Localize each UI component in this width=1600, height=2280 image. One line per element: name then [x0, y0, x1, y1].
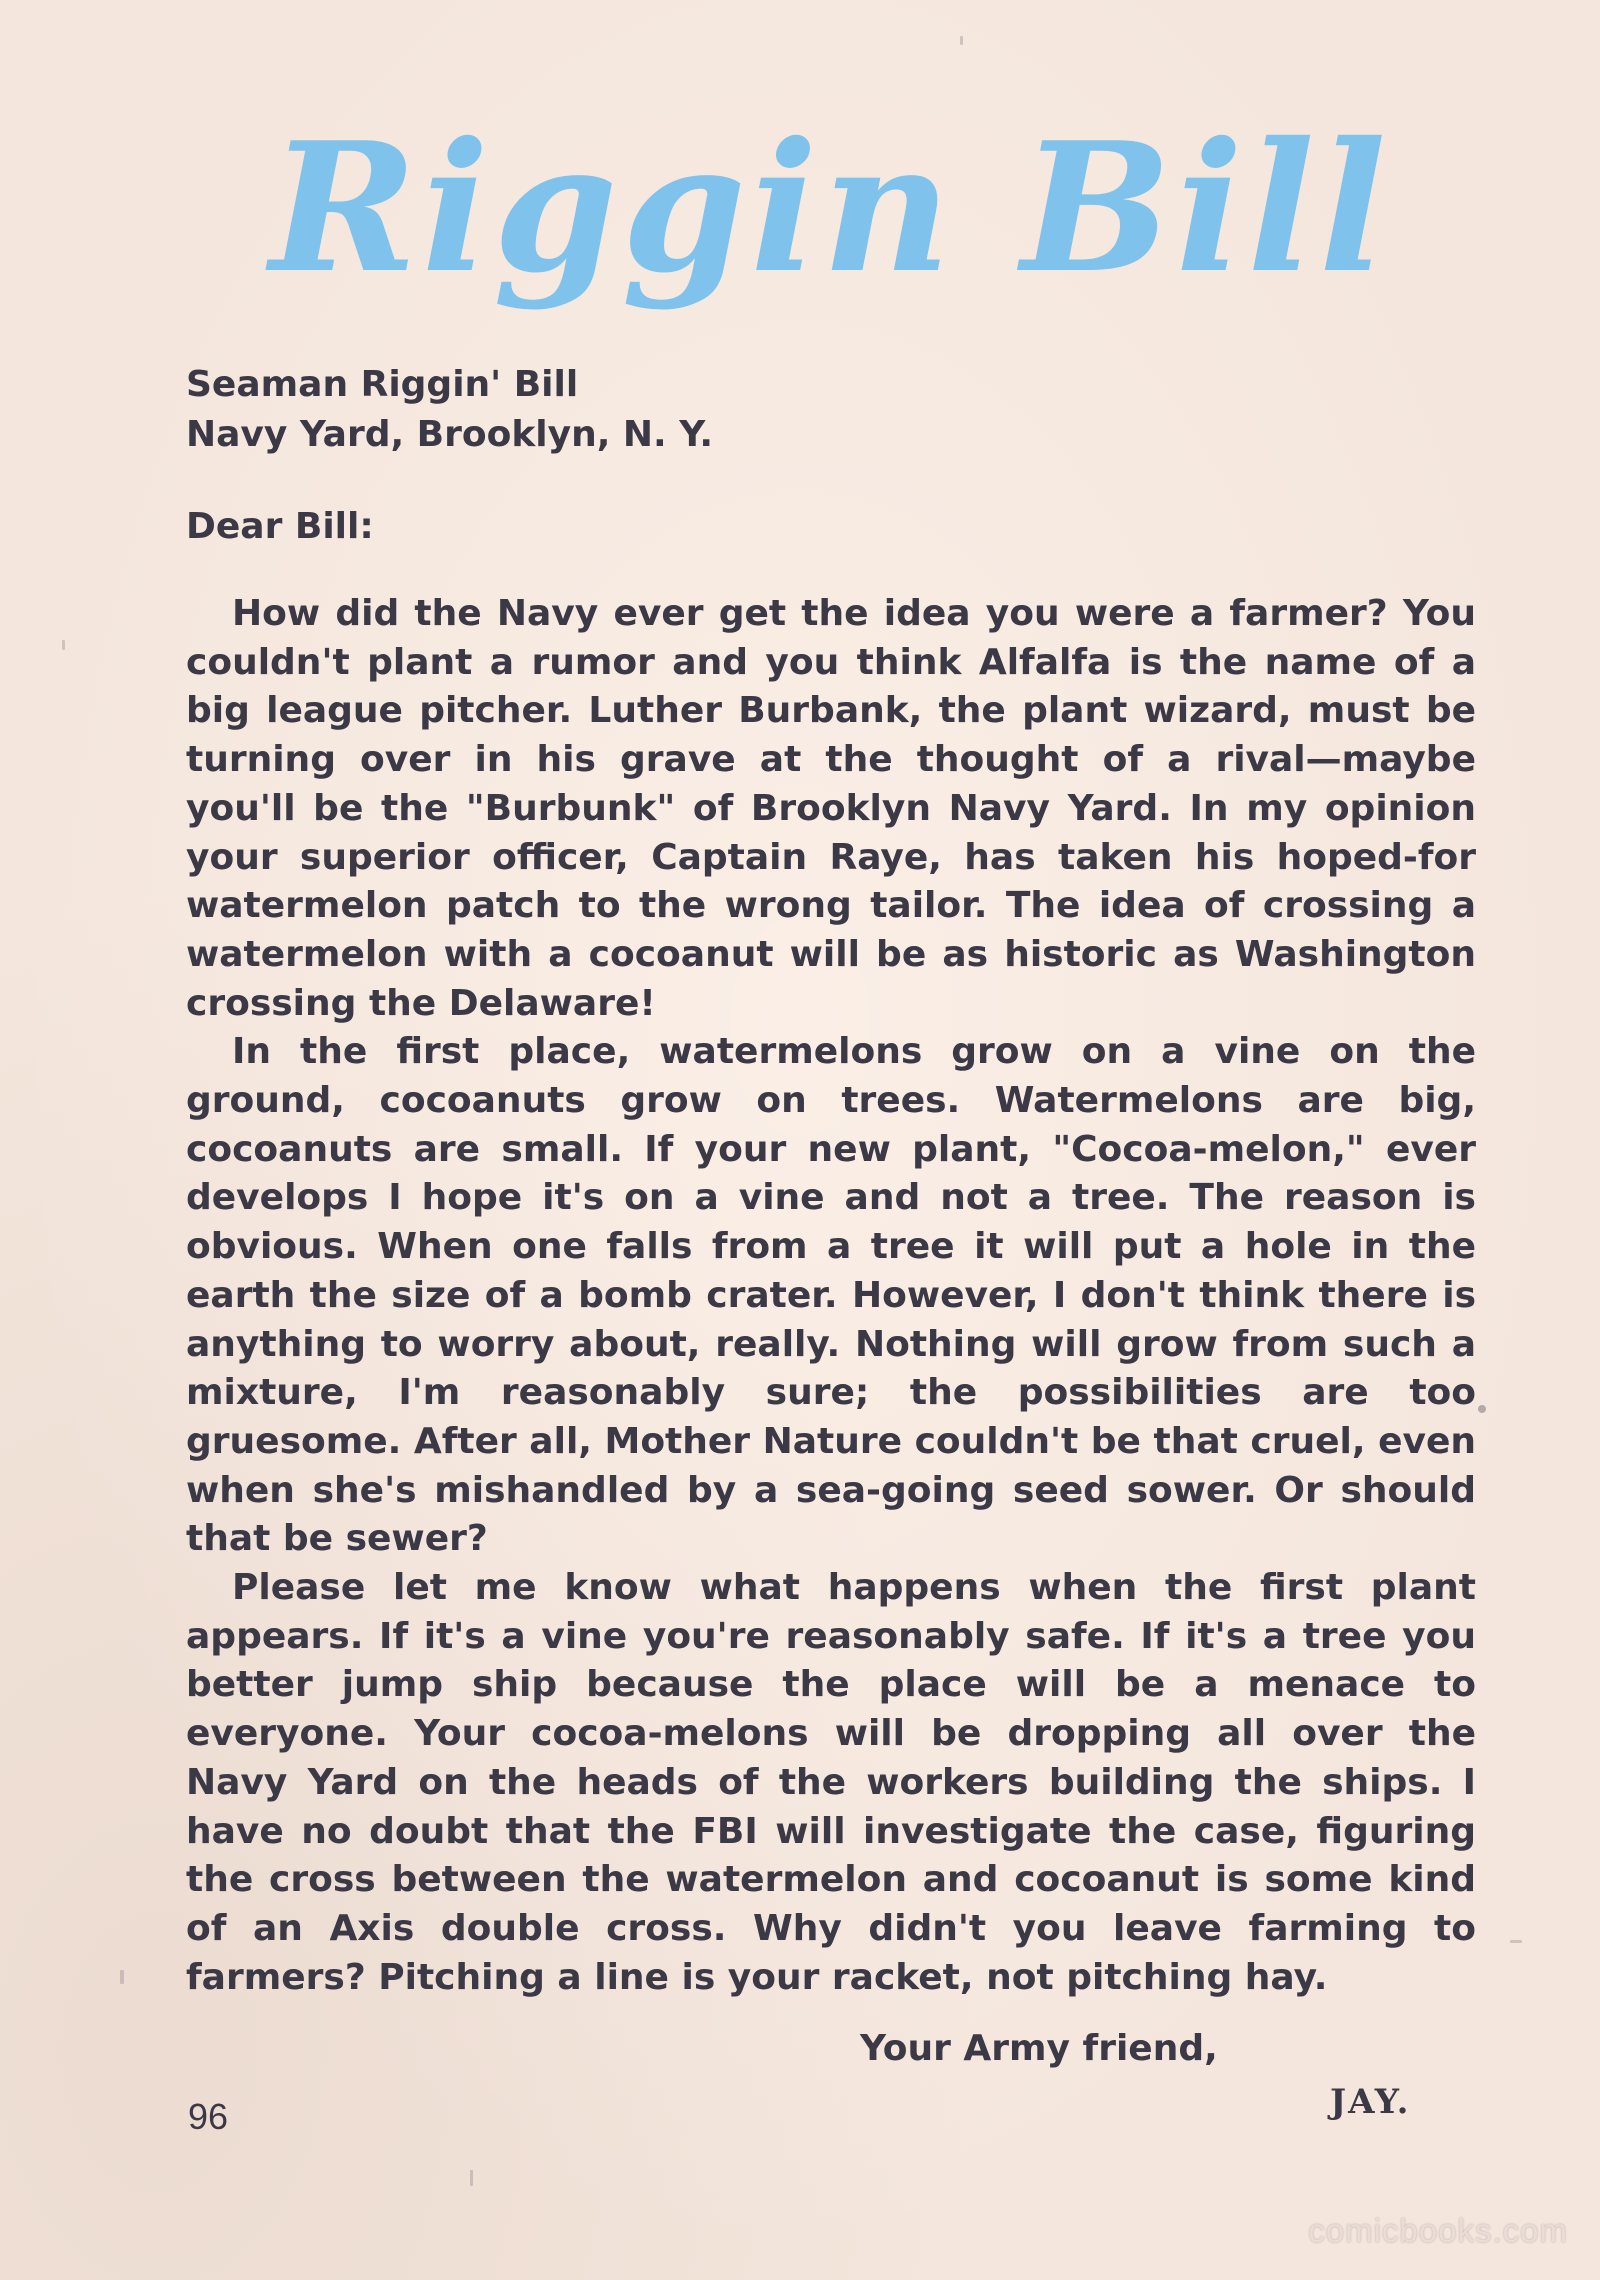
watermark: comicbooks.com [1308, 2212, 1568, 2249]
title-lettering [200, 120, 1460, 340]
paper-fleck [1478, 1405, 1486, 1413]
letter-paragraph-3: Please let me know what happens when the first plant appears. If it's a vine you're reasonably safe. If it's a tree you better jump ship because the place will be a menace to everyone. Your cocoa-melons will be dropping all over the Navy Yard on the heads of the workers building the ships. I have no doubt that the FBI will investigate the case, figuring the cross between the watermelon and cocoanut is some kind of an Axis double cross. Why didn't you leave farming to farmers? Pitching a line is your racket, not pitching hay. [186, 1567, 1476, 1998]
letter-paragraph-1: How did the Navy ever get the idea you were a farmer? You couldn't plant a rumor and you think Alfalfa is the name of a big league pitcher. Luther Burbank, the plant wizard, must be turning over in his grave at the thought of a rival—maybe you'll be the "Burbunk" of Brooklyn Navy Yard. In my opinion your superior officer, Captain Raye, has taken his hoped-for watermelon patch to the wrong tailor. The idea of crossing a watermelon with a cocoanut will be as historic as Washington crossing the Delaware! [186, 593, 1476, 1024]
paper-fleck [1510, 1940, 1522, 1943]
paper-fleck [120, 1970, 124, 1984]
paper-fleck [62, 640, 65, 650]
letter-signature: JAY. [1330, 2082, 1411, 2122]
salutation: Dear Bill: [186, 506, 374, 547]
paper-fleck [960, 36, 963, 45]
letter-body [186, 360, 1476, 2002]
title-text: Riggin Bill [269, 120, 1391, 312]
page-number: 96 [188, 2096, 229, 2137]
address-line-name: Seaman Riggin' Bill [186, 364, 579, 405]
address-line-location: Navy Yard, Brooklyn, N. Y. [186, 414, 714, 455]
paper-fleck [470, 2170, 473, 2186]
letter-paragraph-2: In the first place, watermelons grow on a vine on the ground, cocoanuts grow on trees. Watermelons are big, cocoanuts are small. If your new plant, "Cocoa-melon," ever develops I hope it's on a vine and not a tree. The reason is obvious. When one falls from a tree it will put a hole in the earth the size of a bomb crater. However, I don't think there is anything to worry about, really. Nothing will grow from such a mixture, I'm reasonably sure; the possibilities are too gruesome. After all, Mother Nature couldn't be that cruel, even when she's mishandled by a sea-going seed sower. Or should that be sewer? [186, 1031, 1476, 1560]
letter-closing: Your Army friend, [860, 2028, 1218, 2069]
page-title [200, 120, 1460, 340]
